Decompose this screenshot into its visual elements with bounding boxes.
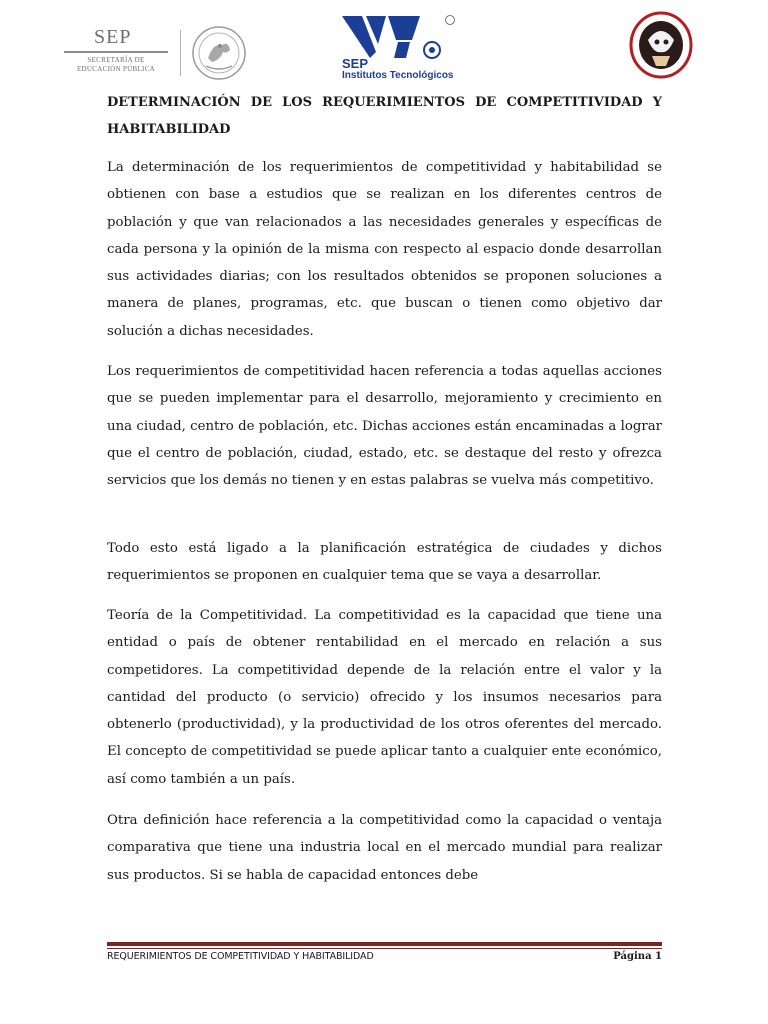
sep-logo [64,24,254,84]
it-logo-name: SEP [342,56,369,71]
footer-running-title: REQUERIMIENTOS DE COMPETITIVIDAD Y HABITABILIDAD [107,951,374,962]
footer-rule-thin [107,948,662,949]
sep-logo-name: SEP [94,26,132,48]
sep-logo-subtitle-line2: EDUCACIÓN PÚBLICA [76,65,156,73]
institutos-tecnologicos-logo [340,14,462,84]
footer-rule-thick [107,942,662,946]
footer-page-number: Página 1 [613,951,662,962]
paragraph-1: La determinación de los requerimientos de competitividad y habitabilidad se obtienen con base a estudios que se realizan en los diferentes centros de población y que van relacionados a las necesidades generales y específicas de cada persona y la opinión de la misma con respecto al espacio donde desarrollan sus actividades diarias; con los resultados obtenidos se proponen soluciones a manera de planes, programas, etc. que buscan o tienen como objetivo dar solución a dichas necesidades. [107,160,662,339]
it-emblem-icon [340,14,462,60]
paragraph-2: Los requerimientos de competitividad hacen referencia a todas aquellas acciones que se pueden implementar para el desarrollo, mejoramiento y crecimiento en una ciudad, centro de población, etc. Dichas acciones están encaminadas a lograr que el centro de población, ciudad, estado, etc. se destaque del resto y ofrezca servicios que los demás no tienen y en estas palabras se vuelva más competitivo. [107,364,662,489]
paragraph-3: Todo esto está ligado a la planificación estratégica de ciudades y dichos requerimientos se proponen en cualquier tema que se vaya a desarrollar. [107,541,662,584]
sep-logo-subtitle [64,56,168,74]
it-logo-subtitle: Institutos Tecnológicos [342,70,454,81]
document-title: DETERMINACIÓN DE LOS REQUERIMIENTOS DE COMPETITIVIDAD Y HABITABILIDAD [107,95,662,137]
sep-logo-subtitle-line1: SECRETARÍA DE [87,56,145,64]
paragraph-5: Otra definición hace referencia a la competitividad como la capacidad o ventaja comparativa que tiene una industria local en el mercado mundial para realizar sus productos. Si se habla de capacidad entonces debe [107,813,662,883]
paragraph-4: Teoría de la Competitividad. La competitividad es la capacidad que tiene una entidad o país de obtener rentabilidad en el mercado en relación a sus competidores. La competitividad depende de la relación entre el valor y la cantidad del producto (o servicio) ofrecido y los insumos necesarios para obtenerlo (productividad), y la productividad de los otros oferentes del mercado. El concepto de competitividad se puede aplicar tanto a cualquier ente económico, así como también a un país. [107,608,662,787]
national-seal-icon [190,24,248,82]
logo-divider [180,30,181,76]
institute-seal-icon [628,10,694,80]
sep-logo-rule [64,51,168,53]
